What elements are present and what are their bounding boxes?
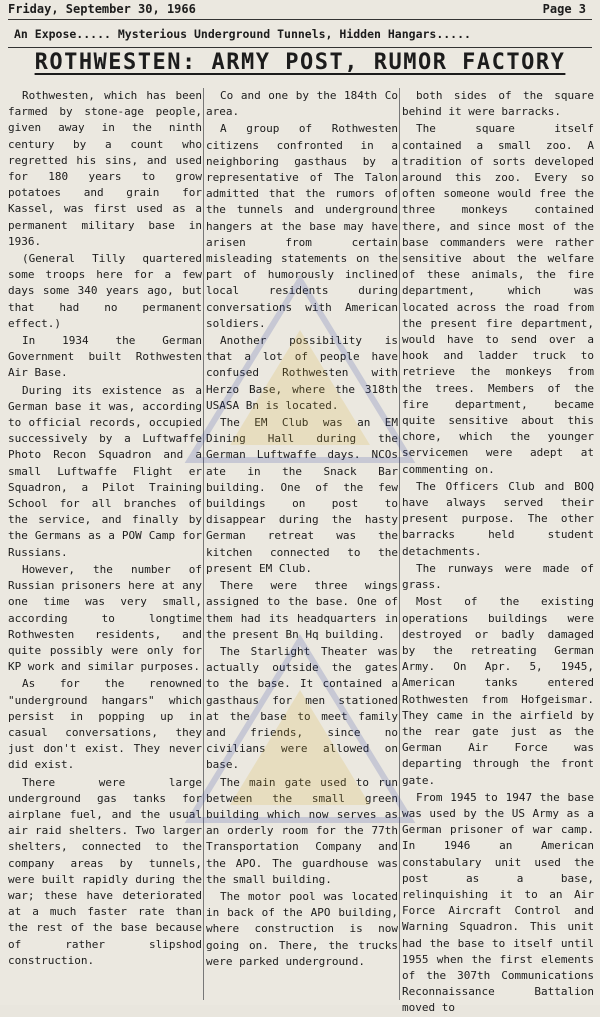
article-column-1 bbox=[8, 88, 202, 1000]
paragraph: Another possibility is that a lot of people have confused Rothwesten with Herzo Base, where the 318th USASA Bn is located. bbox=[206, 334, 398, 412]
column-divider bbox=[399, 88, 400, 1000]
issue-date: Friday, September 30, 1966 bbox=[8, 2, 196, 16]
page-number: Page 3 bbox=[542, 2, 586, 16]
paragraph: Most of the existing operations buildings were destroyed or badly damaged by the retreating German Army. On Apr. 5, 1945, American tanks entered Rothwesten from Hofgeismar. They came in the airfield by the rear gate just as the German Air Force was departing through the front gate. bbox=[402, 595, 594, 787]
paragraph: The square itself contained a small zoo. A tradition of sorts developed around this zoo. Every so often someone would free the three monkeys contained there, and since most of the base commanders were rather sensitive about the welfare of these animals, the fire department, which was located across the road from the present fire department, would have to send over a hook and ladder truck to retrieve the monkeys from the trees. Members of the fire department, became quite sensitive about this chore, which the younger servicemen were adept at commenting on. bbox=[402, 122, 594, 476]
page-header bbox=[8, 2, 592, 18]
teaser-rule bbox=[8, 47, 592, 48]
paragraph: As for the renowned "underground hangars" which persist in popping up in casual conversations, they just don't exist. They never did exist. bbox=[8, 677, 202, 772]
paragraph: Co and one by the 184th Co area. bbox=[206, 89, 398, 119]
paragraph: There were three wings assigned to the base. One of them had its headquarters in the present Bn Hq building. bbox=[206, 579, 398, 641]
paragraph: There were large underground gas tanks for airplane fuel, and the usual air raid shelters. Two larger shelters, connected to the company areas by tunnels, were built rapidly during the war; these have deteriorated at a much faster rate than the rest of the base because of rather slipshod construction. bbox=[8, 775, 202, 967]
paragraph: The Officers Club and BOQ have always served their present purpose. The other barracks held student detachments. bbox=[402, 479, 594, 558]
column-divider bbox=[203, 88, 204, 1000]
headline: ROTHWESTEN: ARMY POST, RUMOR FACTORY bbox=[34, 50, 566, 75]
paragraph: The runways were made of grass. bbox=[402, 561, 594, 592]
paragraph: During its existence as a German base it was, according to official records, occupied successively by a Luftwaffe Photo Recon Squadron and a small Luftwaffe Flight er Squadron, a Pilot Training School for all branches of the service, and finally by the Germans as a POW Camp for Russians. bbox=[8, 383, 202, 559]
article-column-3 bbox=[402, 88, 594, 1015]
paragraph: Rothwesten, which has been farmed by stone-age people, given away in the ninth century by a count who regretted his sins, and used for 180 years to grow potatoes and grain for Kassel, was first used as a permanent military base in 1936. bbox=[8, 89, 202, 248]
paragraph: A group of Rothwesten citizens confronted in a neighboring gasthaus by a representative of The Talon admitted that the rumors of the tunnels and underground hangers at the base may have arisen from certain misleading statements on the part of humorously inclined local residents during conversations with American soldiers. bbox=[206, 122, 398, 330]
paragraph: The main gate used to run between the small green building which now serves as an orderly room for the 77th Transportation Company and the APO. The guardhouse was the small building. bbox=[206, 775, 398, 886]
paragraph: both sides of the square behind it were barracks. bbox=[402, 89, 594, 119]
paragraph: (General Tilly quartered some troops here for a few days some 340 years ago, but that had no permanent effect.) bbox=[8, 252, 202, 330]
paragraph: In 1934 the German Government built Rothwesten Air Base. bbox=[8, 334, 202, 380]
paragraph: From 1945 to 1947 the base was used by the US Army as a German prisoner of war camp. In 1946 an American constabulary unit used the post as a base, relinquishing it to an Air Force Aircraft Control and Warning Squadron. This unit had the base to itself until 1955 when the first elements of the 307th Communications Reconnaissance Battalion moved to bbox=[402, 790, 594, 1015]
teaser-line: An Expose..... Mysterious Underground Tunnels, Hidden Hangars..... bbox=[14, 27, 471, 41]
header-rule bbox=[8, 19, 592, 20]
article-column-2 bbox=[206, 88, 398, 1000]
paragraph: The EM Club was an EM Dining Hall during the German Luftwaffe days. NCOs ate in the Snack Bar building. One of the few buildings on post to disappear during the hasty German retreat was the kitchen connected to the present EM Club. bbox=[206, 416, 398, 575]
paragraph: The Starlight Theater was actually outside the gates to the base. It contained a gasthaus for men stationed at the base to meet family and friends, since no civilians were allowed on base. bbox=[206, 644, 398, 772]
paragraph: However, the number of Russian prisoners here at any one time was very small, according to longtime Rothwesten residents, and quite possibly were only for KP work and similar purposes. bbox=[8, 562, 202, 674]
paragraph: The motor pool was located in back of the APO building, where construction is now going on. There, the trucks were parked underground. bbox=[206, 889, 398, 968]
